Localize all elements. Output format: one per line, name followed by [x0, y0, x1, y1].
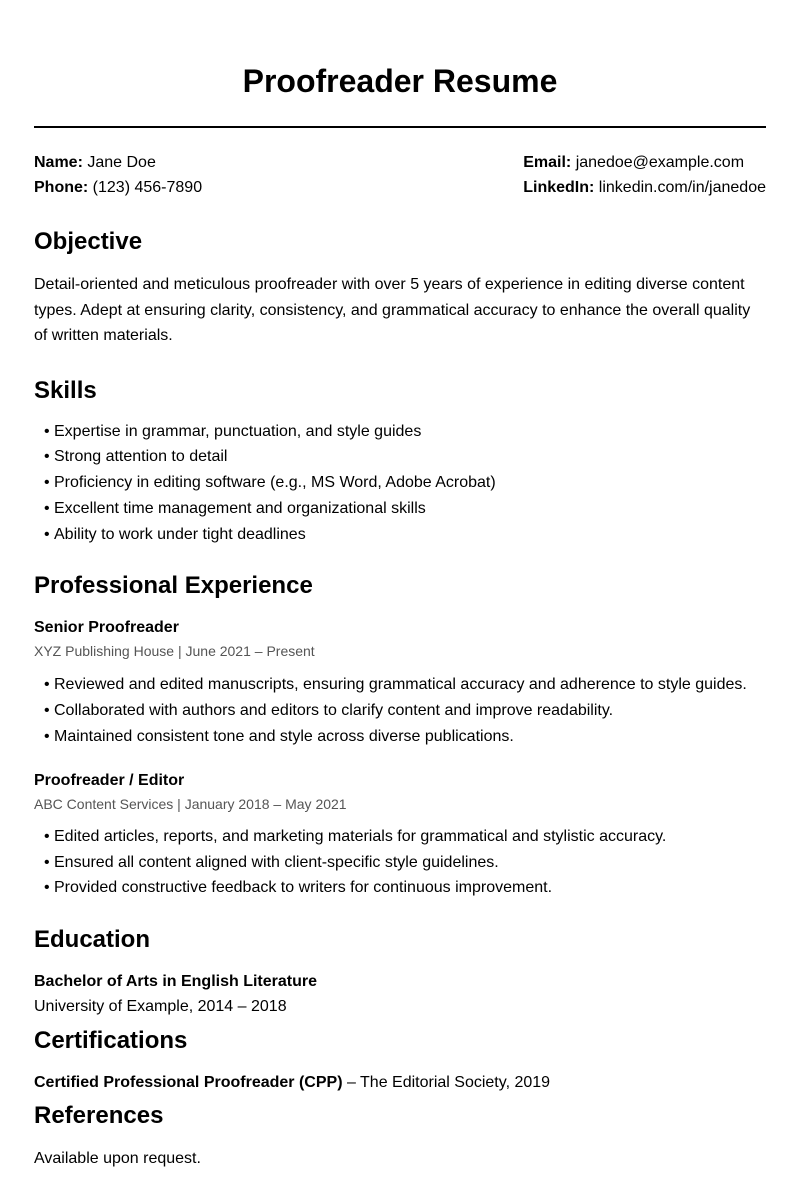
experience-heading: Professional Experience: [34, 572, 313, 600]
job-entry: [34, 617, 766, 749]
skills-list: [34, 419, 766, 548]
list-item: • Expertise in grammar, punctuation, and style guides: [44, 419, 766, 445]
job-meta: ABC Content Services | January 2018 – May 2021: [34, 795, 347, 812]
email-value: janedoe@example.com: [575, 154, 745, 171]
contact-info: [34, 150, 766, 200]
list-item: • Maintained consistent tone and style across diverse publications.: [44, 724, 766, 750]
job-title: Senior Proofreader: [34, 619, 179, 637]
education-section: [34, 925, 766, 1019]
experience-section: [34, 571, 766, 901]
resume-page: [34, 0, 766, 1172]
list-item: • Edited articles, reports, and marketing materials for grammatical and stylistic accuracy.: [44, 824, 766, 850]
references-text: Available upon request.: [34, 1150, 201, 1168]
contact-email: [523, 150, 744, 175]
page-title: Proofreader Resume: [242, 63, 558, 99]
certification-name: Certified Professional Proofreader (CPP): [34, 1074, 343, 1092]
list-item: • Ensured all content aligned with client-specific style guidelines.: [44, 850, 766, 876]
list-item: • Ability to work under tight deadlines: [44, 522, 766, 548]
list-item: • Strong attention to detail: [44, 444, 766, 470]
name-value: Jane Doe: [87, 154, 156, 171]
certifications-section: [34, 1026, 766, 1095]
list-item: • Collaborated with authors and editors to clarify content and improve readability.: [44, 698, 766, 724]
references-section: [34, 1101, 766, 1172]
education-degree: Bachelor of Arts in English Literature: [34, 973, 318, 991]
objective-text: Detail-oriented and meticulous proofreader with over 5 years of experience in editing diverse content types. Adept at ensuring clarity, consistency, and grammatical accuracy to enhance the overall quality of written materials.: [34, 276, 751, 344]
email-label: Email:: [523, 154, 572, 171]
skills-heading: Skills: [34, 376, 97, 404]
certification-detail: – The Editorial Society, 2019: [342, 1074, 551, 1092]
list-item: • Excellent time management and organizational skills: [44, 496, 766, 522]
job-entry: [34, 770, 766, 901]
contact-linkedin: [523, 175, 766, 200]
skills-section: [34, 376, 766, 548]
name-label: Name:: [34, 154, 83, 171]
contact-left-column: [34, 150, 202, 200]
objective-section: [34, 227, 766, 349]
list-item: • Provided constructive feedback to writers for continuous improvement.: [44, 875, 766, 901]
job-title: Proofreader / Editor: [34, 771, 185, 789]
certification-entry: [34, 1070, 766, 1095]
linkedin-label: LinkedIn:: [523, 179, 595, 196]
contact-name: [34, 150, 202, 175]
job-meta: XYZ Publishing House | June 2021 – Present: [34, 643, 315, 660]
list-item: • Proficiency in editing software (e.g., MS Word, Adobe Acrobat): [44, 470, 766, 496]
objective-heading: Objective: [34, 228, 143, 255]
job-bullets: [34, 824, 766, 901]
references-heading: References: [34, 1102, 164, 1130]
linkedin-value: linkedin.com/in/janedoe: [598, 179, 766, 196]
phone-label: Phone:: [34, 179, 89, 196]
contact-right-column: [523, 150, 766, 200]
certifications-heading: Certifications: [34, 1027, 188, 1055]
title-divider: [34, 126, 766, 128]
job-bullets: [34, 672, 766, 749]
education-school: University of Example, 2014 – 2018: [34, 998, 287, 1016]
education-heading: Education: [34, 926, 151, 954]
contact-phone: [34, 175, 202, 200]
phone-value: (123) 456-7890: [92, 179, 203, 196]
list-item: • Reviewed and edited manuscripts, ensuring grammatical accuracy and adherence to style guides.: [44, 672, 766, 698]
